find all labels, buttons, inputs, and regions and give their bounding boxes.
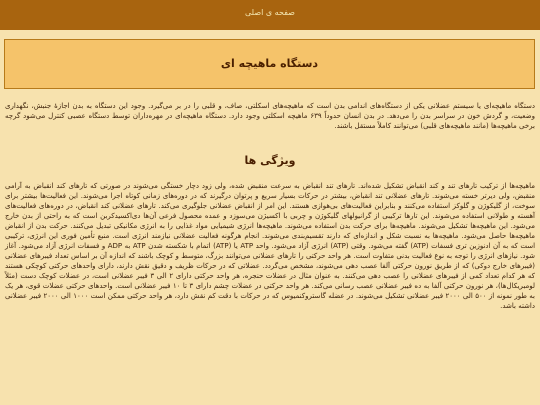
features-paragraph: ماهیچه‌ها از ترکیب تارهای تند و کند انقباض تشکیل شده‌اند. تارهای تند انقباض به سرعت منقبض شده، ولی زود دچار خستگی می‌شوند در صورتی که تارهای کند انقباض به آرامی منقبض، ولی دیرتر خسته می‌شوند. تارهای عضلانی تند انقباض، بیشتر در حرکات بسیار سریع و پرتوان درگیرند که در دوره‌های زمانی کوتاه اجرا می‌شوند. این فعالیت‌ها بیشتر برای سوخت، از گلیکوژن و گلوکز استفاده می‌کنند و بنابراین فعالیت‌های بی‌هوازی هستند. این امر از انقباض عضلانی جلوگیری می‌کند. تارهای عضلانی کند انقباض، در دوره‌های فعالیت‌های آهسته و طولانی استفاده می‌شوند. این تارها ترکیبی از گرانیولهای گلیکوژن و چربی با اکسیژن می‌سوزد و عمده محصول فرعی آن‌ها دی‌اکسیدکربن است که به راحتی از بدن خارج می‌شود. این ماهیچه‌ها تشکیل می‌شوند. ماهیچه‌ها برای حرکت بدن استفاده می‌شوند. ماهیچه‌ها انرژی شیمیایی مواد غذایی را به انرژی مکانیکی تبدیل می‌کنند. حرکت بدن از انقباض ماهیچه‌ها حاصل می‌شود. ماهیچه‌ها به نسبت شکل و اندازه‌ای که دارند تقسیم‌بندی می‌شوند. انجام هرگونه فعالیت عضلانی نیازمند انرژی است. منبع تأمین فوری این انرژی، ترکیبی است که به آن ادنوزین تری فسفات (ATP) گفته می‌شود. وقتی (ATP) انرژی آزاد می‌شود. واحد ATP یا (ATP) اتمام با شکسته شدن ATP به ADP و فسفات انرژی آزاد می‌شود. آغاز شود. نیازهای انرژی را توجه به نوع فعالیت بدنی متفاوت است. هر واحد حرکتی را تارهای عضلانی می‌توانند بزرگ، متوسط و کوچک باشند که اندازه آن بر اساس تعداد فیبرهای عضلانی (فیبرهای خارج دوکی) که از طریق نورون حرکتی آلفا عصب دهی می‌شوند، مشخص می‌گردد. عضلاتی که در حرکات ظریف و دقیق نقش دارند، دارای واحدهای حرکتی کوچکی هستند که هر کدام تعداد کمی از فیبرهای عضلانی را عصب دهی می‌کنند. به عنوان مثال در عضلات حنجره، هر واحد حرکتی دارای ۲ الی ۳ فیبر عضلانی است، در عضلات کوچک دست (مثلاً لومبریکال‌ها)، هر نورون حرکتی آلفا به ده فیبر عضلانی عصب رسانی می‌کند. هر واحد حرکتی در عضلات چشم دارای ۳ تا ۱۰ فیبر عضلانی است. واحدهای حرکتی عضلات قوی، هر یک به طور نمونه از ۵۰۰ الی ۲۰۰۰ فیبر عضلانی تشکیل می‌شوند. در عضله گاستروکنمیوس که در حرکات با دقت کم نقش دارد، هر واحد حرکتی ممکن است ۱۰۰۰ الی ۲۰۰۰ فیبر عضلانی داشته باشد.	[5, 182, 536, 310]
intro-paragraph: دستگاه ماهیچه‌ای یا سیستم عضلانی یکی از دستگاه‌های اندامی بدن است که ماهیچه‌های اسکلتی، صاف، و قلبی را در بر می‌گیرد. وجود این دستگاه به بدن اجازهٔ جنبش، نگهداری وضعیت، و گردش خون در سراسر بدن را می‌دهد. در بدن انسان حدوداً ۶۳۹ ماهیچه اسکلتی وجود دارد. دستگاه ماهیچه‌ای در مهره‌داران توسط دستگاه عصبی کنترل می‌شود گرچه برخی ماهیچه‌ها (مانند ماهیچه‌های قلبی) می‌توانند کاملاً مستقل باشند.	[5, 102, 535, 130]
page-title: دستگاه ماهیچه ای	[220, 57, 319, 70]
top-navigation-bar	[0, 0, 540, 30]
title-banner	[4, 39, 535, 89]
section-heading-features: ویژگی ها	[244, 154, 296, 167]
home-link[interactable]: صفحه ی اصلی	[245, 8, 295, 17]
